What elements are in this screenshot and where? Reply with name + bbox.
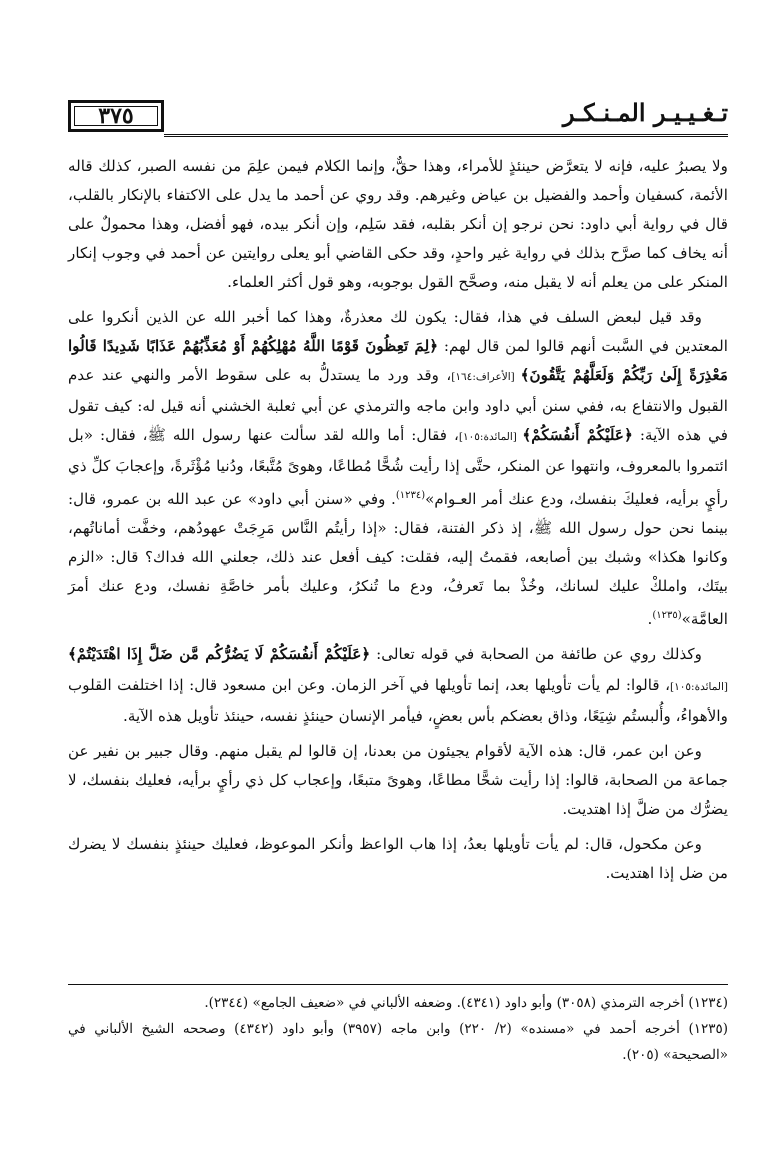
footnotes [68, 990, 728, 1068]
verse-reference: [المائدة:١٠٥] [458, 431, 523, 443]
footnote-marker: (١٢٣٤) [395, 490, 426, 501]
paragraph-1 [68, 152, 728, 297]
text-run: . [647, 610, 653, 629]
footnote-1234: (١٢٣٤) أخرجه الترمذي (٣٠٥٨) وأبو داود (٤٣٤١). وضعفه الألباني في «ضعيف الجامع» (٢٣٤٤). [204, 995, 728, 1011]
text-run: وعن مكحول، قال: لم يأت تأويلها بعدُ، إذا هاب الواعظ وأنكر الموعوظ، فعليك حينئذٍ بنفسك لا يضرك من ضل إذا اهتديت. [68, 835, 728, 883]
footnote-1235: (١٢٣٥) أخرجه أحمد في «مسنده» (٢/ ٢٢٠) وابن ماجه (٣٩٥٧) وأبو داود (٤٣٤٢) وصححه الشيخ الألباني في «الصحيحة» (٢٠٥). [68, 1021, 729, 1063]
text-run: ، وقد ورد ما يستدلُّ به على سقوط الأمر والنهي عند عدم القبول والانتفاع به، ففي سنن أبي داود وابن ماجه والترمذي عن أبي ثعلبة الخشني أنه قيل له: كيف تقول في هذه الآية: [68, 366, 728, 444]
paragraph-5 [68, 830, 728, 888]
paragraph-4 [68, 737, 728, 824]
text-run: ، قالوا: لم يأت تأويلها بعد، إنما تأويلها في آخر الزمان. وعن ابن مسعود قال: إذا اختلفت القلوب والأهواءُ، وأُلبستُم شِيَعًا، وذاق بعضكم بأس بعضٍ، فيأمر الإنسان حينئذٍ نفسه، حينئذ تأويل هذه الآية. [68, 676, 728, 726]
quran-verse: ﴿لِمَ تَعِظُونَ قَوْمًا اللَّهُ مُهْلِكُهُمْ أَوْ مُعَذِّبُهُمْ عَذَابًا شَدِيدًا قَالُوا مَعْذِرَةً إِلَىٰ رَبِّكُمْ وَلَعَلَّهُمْ يَتَّقُونَ﴾ [68, 337, 728, 384]
header-rule [164, 134, 728, 137]
text-run: وقد قيل لبعض السلف في هذا، فقال: يكون لك معذرةٌ، وهذا كما أخبر الله عن الذين أنكروا على المعتدين في السَّبت أنهم قالوا لمن قال لهم: [68, 308, 729, 355]
verse-reference: [الأعراف:١٦٤] [451, 371, 521, 383]
page-header [68, 98, 728, 142]
quran-verse: ﴿عَلَيْكُمْ أَنفُسَكُمْ﴾ [522, 426, 633, 444]
text-run: ، فقال: أما والله لقد سألت عنها رسول الله ﷺ، فقال: «بل ائتمروا بالمعروف، وانتهوا عن المنكر، حتَّى إذا رأيت شُحًّا مُطاعًا، وهوىً مُتَّبعًا، ودُنيا مُؤْثَرةً، وإعجابَ كلِّ ذي رأيٍ برأيه، فعليكَ بنفسك، ودع عنك أمر العـوام» [68, 426, 728, 509]
text-run: وعن ابن عمر، قال: هذه الآية لأقوام يجيئون من بعدنا، إن قالوا لم يقبل منهم. وقال جبير بن نفير عن جماعة من الصحابة، قالوا: إذا رأيت شحًّا مطاعًا، وهوىً متبعًا، وإعجاب كل ذي رأيٍ برأيه، فعليك بنفسك، لا يضرُّك من ضلَّ إذا اهتديت. [68, 742, 728, 819]
quran-verse: ﴿عَلَيْكُمْ أَنفُسَكُمْ لَا يَضُرُّكُم مَّن ضَلَّ إِذَا اهْتَدَيْتُمْ﴾ [68, 645, 371, 664]
paragraph-3 [68, 640, 728, 731]
paragraph-2 [68, 303, 728, 634]
footnote-divider [68, 984, 728, 985]
main-text [68, 152, 728, 894]
text-run: . وفي «سنن أبي داود» عن عبد الله بن عمرو، قال: بينما نحن حول رسول الله ﷺ، إذ ذكر الفتنة، فقال: «إذا رأيتُم النَّاس مَرِجَتْ عهودُهم، وخفَّت أماناتُهم، وكانوا هكذا» وشبك بين أصابعه، فقمتُ إليه، فقلت: كيف أفعل عند ذلك، جعلني الله فداك؟ قال: «الزم بيتَك، واملكْ عليك لسانك، وخُذْ بما تَعرفُ، ودع ما تُنكرُ، وعليك بأمر خاصَّةِ نفسك، ودع عنك أمرَ العامَّة» [68, 490, 728, 629]
page-number: ٣٧٥ [68, 100, 164, 132]
text-run: ولا يصبرُ عليه، فإنه لا يتعرَّض حينئذٍ للأمراء، وهذا حقٌّ، وإنما الكلام فيمن علِمَ من نفسه الصبر، كذلك قاله الأئمة، كسفيان وأحمد والفضيل بن عياض وغيرهم. وقد روي عن أحمد ما يدل على الاكتفاء بالإنكار بالقلب، قال في رواية أبي داود: نحن نرجو إن أنكر بقلبه، فقد سَلِم، وإن أنكر بيده، فهو أفضل، وهذا محمولٌ على أنه يخاف كما صرَّح بذلك في رواية غير واحدٍ، وقد حكى القاضي أبو يعلى روايتين عن أحمد في وجوب إنكار المنكر على من يعلم أنه لا يقبل منه، وصحَّح القول بوجوبه، وهو قول أكثر العلماء. [68, 157, 728, 291]
footnote-marker: (١٢٣٥) [652, 610, 682, 622]
running-title: تـغـيـيـر المـنـكـر [562, 98, 728, 127]
text-run: وكذلك روي عن طائفة من الصحابة في قوله تعالى: [370, 645, 702, 664]
verse-reference: [المائدة:١٠٥] [670, 681, 728, 694]
